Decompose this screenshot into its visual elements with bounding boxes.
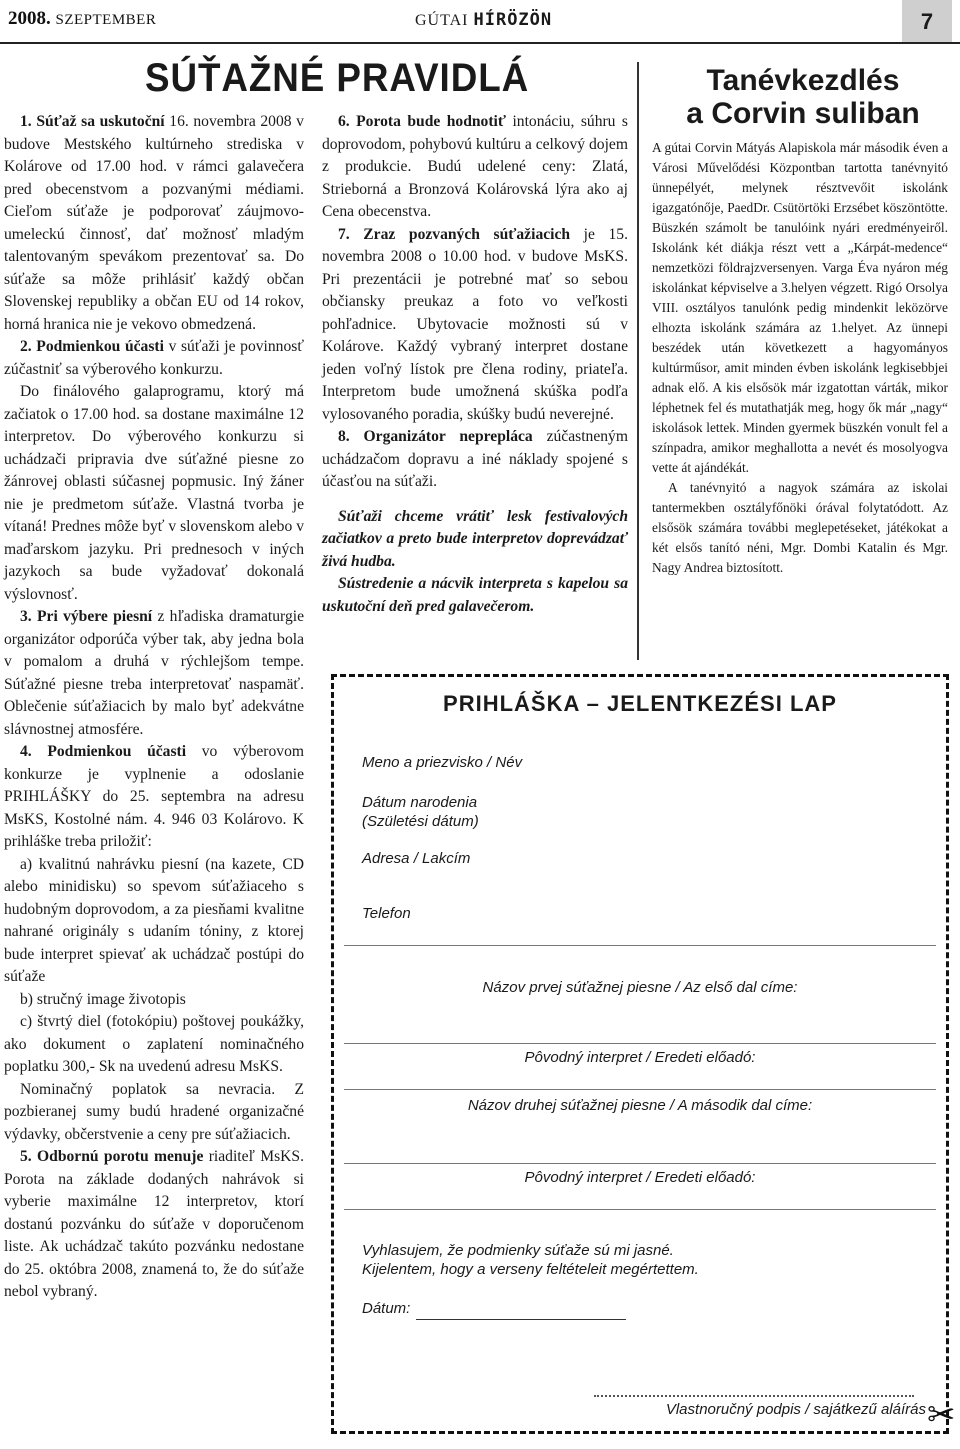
rule-3 [4,606,304,741]
slogan-1-text: Súťaži chceme vrátiť lesk festivalových začiatkov a preto bude interpretov doprevádzať živá hudba. [322,507,628,570]
scissors-icon: ✂ [927,1395,956,1435]
form-divider [344,945,936,946]
slogan-1 [322,506,628,574]
article-title: SÚŤAŽNÉ PRAVIDLÁ [145,56,530,100]
sidebar-article-body [652,138,948,578]
rule-4-c: c) štvrtý diel (fotokópiu) poštovej poukážky, ako dokument o zaplatení nominačného poplatku 300,- Sk na uvedenú adresu MsKS. [4,1013,304,1075]
form-title: PRIHLÁŠKA – JELENTKEZÉSI LAP [443,691,837,716]
slogan-2-text: Sústredenie a nácvik interpreta s kapelou sa uskutoční deň pred galavečerom. [322,575,628,615]
rule-4-b: b) stručný image životopis [20,990,186,1008]
rule-1 [4,111,304,336]
birthdate-label-line-1: Dátum narodenia [362,794,478,811]
first-original-artist-label: Pôvodný interpret / Eredeti előadó: [524,1049,756,1066]
rules-column-1 [4,111,304,1304]
rule-6-lead: 6. Porota bude hodnotiť [338,113,506,130]
newspaper-title [415,10,552,30]
second-original-artist-label: Pôvodný interpret / Eredeti előadó: [524,1169,756,1186]
rule-4-text: vo výberovom konkurze je vyplnenie a odoslanie PRIHLÁŠKY do 25. septembra na adresu MsKS, Kostolné nám. 4. 946 03 Kolárovo. K prihláške treba priložiť: [4,743,305,850]
page-header [0,0,960,44]
second-song-label: Názov druhej súťažnej piesne / A második dal címe: [467,1097,813,1114]
date-field-line [416,1319,626,1320]
rule-4-a: a) kvalitnú nahrávku piesní (na kazete, CD alebo minidisku) so spevom súťažiaceho s hudobným doprovodom, a za piesňami kvalitne nahrané originály s udaním tóniny, z ktorej bude interpret spievať ak uchádzač postúpi do súťaže [4,855,304,985]
rules-column-2 [322,111,628,618]
newspaper-prefix: GÚTAI [415,12,469,29]
signature-line [594,1395,914,1397]
rule-8 [322,426,628,494]
rule-3-text: z hľadiska dramaturgie organizátor odporúča výber tak, aby jedna bola v pomalom a druhá v rýchlejšom tempe. Súťažné piesne treba interpretovať naspamäť. Oblečenie súťažiacich by malo byť adekvátne slávnostnej atmosfére. [4,608,304,738]
rule-6 [322,111,628,224]
rule-5-text: riaditeľ MsKS. Porota na základe dodaných nahrávok si vyberie maximálne 12 interpretov, ktorí dostanú pozvánku do súťaže v doporučenom liste. Ak uchádzač takúto pozvánku nedostane do 25. októbra 2008, znamená to, že do súťaže nebol vybraný. [4,1148,304,1300]
application-form [331,674,949,1434]
newspaper-name: HÍRÖZÖN [473,10,553,30]
rule-5 [4,1146,304,1304]
birthdate-field-label [362,793,479,831]
rule-4 [4,741,304,854]
rule-1-text: 16. novembra 2008 v budove Mestského kultúrneho strediska v Kolárove od 17.00 hod. v rámci galavečera pred obecenstvom a pozvanými médiami. Cieľom súťaže je podporovať záujmovo-umeleckú činnosť, dať možnosť mladým talentovaným spevákom prezentovať sa. Do súťaže sa môže prihlásiť každý občan Slovenskej republiky a občan EU od 14 rokov, horná hranica nie je vekovo obmedzená. [4,113,304,333]
sidebar-title-line-2: a Corvin suliban [686,97,920,130]
rule-2-text: v súťaži je povinnosť zúčastniť sa výberového konkurzu. [4,338,304,378]
rule-6-text: intonáciu, súhru s doprovodom, pohybovú kultúru a celkový dojem z produkcie. Budú udelené ceny: Zlatá, Strieborná a Bronzová Kolárovská lýra ako aj Cena obecenstva. [322,113,628,220]
rule-8-lead: 8. Organizátor neprepláca [338,428,533,445]
issue-month: SZEPTEMBER [55,12,157,28]
first-song-label: Názov prvej súťažnej piesne / Az első dal címe: [482,979,798,996]
rule-4-d: Nominačný poplatok sa nevracia. Z pozbieranej sumy budú hradené organizačné výdavky, občerstvenie a ceny pre súťažiacich. [4,1080,304,1143]
name-field-label: Meno a priezvisko / Név [362,754,523,771]
sidebar-paragraph-1: A gútai Corvin Mátyás Alapiskola már második éven a Városi Művelődési Központban tartotta tanévnyitó ünnepélyét, melynek résztvevőit iskolánk igazgatónője, PaedDr. Csütörtöki Erzsébet köszöntötte. Büszkén számolt be tanulóink nyári eredményeiről. Iskolánk két diákja részt vett a „Kárpát-medence“ nemzetközi földrajzversenyen. Varga Éva nyáron még iskolánkat képviselve a 3.helyen végzett. Rigó Orsolya VIII. osztályos tanulónk pedig mindenkit leközörve elhozta iskolánk számára az 1.helyet. Az ünnepi beszédek után következett a hagyományos kultúrműsor, amit minden évben iskolánk legkisebbjei adnak elő. A kis elsősök már izgatottan várták, mikor léphetnek fel és mutathatják meg, hogy ők már „nagy“ iskolások lettek. Minden gyermek büszkén vonult fel a színpadra, amikor meghallotta a nevét és mosolyogva vette át ajándékát. [652,140,948,475]
sidebar-paragraph-2: A tanévnyitó a nagyok számára az iskolai tantermekben osztályfőnöki órával folytatódott. Az elsősök számára további meglepetéseket, játékokat a két elsős tanító néni, Mgr. Dombi Katalin és Mgr. Nagy Andrea biztosított. [652,480,948,575]
sidebar-title-line-1: Tanévkezdlés [706,64,900,97]
rule-2 [4,336,304,381]
form-divider [344,1209,936,1210]
page-number: 7 [902,0,952,42]
rule-1-lead: 1. Súťaž sa uskutoční [20,113,165,130]
rule-7 [322,224,628,427]
rule-2-lead: 2. Podmienkou účasti [20,338,164,355]
declaration [362,1241,699,1279]
sidebar-article-title [650,64,956,130]
slogan-2 [322,573,628,618]
column-divider [637,62,639,660]
signature-label: Vlastnoručný podpis / sajátkezű aláírás [665,1401,926,1418]
rule-8-text: zúčastneným uchádzačom dopravu a iné náklady spojené s účasťou na súťaži. [322,428,628,490]
issue-year: 2008. [8,8,51,29]
rule-3-lead: 3. Pri výbere piesní [20,608,153,625]
rule-2-detail: Do finálového galaprogramu, ktorý má začiatok o 17.00 hod. sa dostane maximálne 12 interpretov. Do výberového konkurzu si uchádzači pripravia dve súťažné piesne zo žánrovej oblasti súčasnej popmusic. Iný žáner nie je predmetom súťaže. Vlastná tvorba je vítaná! Prednes môže byť v slovenskom alebo v maďarskom jazyku. Pri prednesoch v iných jazykoch sa bude vyžadovať dokonalá výslovnosť. [4,383,304,603]
date-field-label: Dátum: [362,1300,411,1317]
form-divider [344,1089,936,1090]
rule-7-text: je 15. novembra 2008 o 10.00 hod. v budove MsKS. Pri prezentácii je potrebné mať so sebou občiansky preukaz a foto vo veľkosti pohľadnice. Ubytovacie možnosti sú v Kolárove. Každý vybraný interpret dostane jeden voľný lístok pre člena rodiny, priateľa. Interpretom bude umožnená skúška podľa vylosovaného poradia, skúšky budú neverejné. [322,225,628,423]
rule-4-lead: 4. Podmienkou účasti [20,743,187,760]
form-divider [344,1163,936,1164]
declaration-line-2: Kijelentem, hogy a verseny feltételeit megértettem. [362,1261,699,1278]
declaration-line-1: Vyhlasujem, že podmienky súťaže sú mi jasné. [362,1242,674,1259]
phone-field-label: Telefon [362,905,411,922]
birthdate-label-line-2: (Születési dátum) [362,813,479,830]
header-divider [0,42,960,44]
rule-5-lead: 5. Odbornú porotu menuje [20,1148,204,1165]
address-field-label: Adresa / Lakcím [362,850,471,867]
rule-7-lead: 7. Zraz pozvaných súťažiacich [338,225,571,243]
form-divider [344,1043,936,1044]
issue-date [8,8,156,30]
